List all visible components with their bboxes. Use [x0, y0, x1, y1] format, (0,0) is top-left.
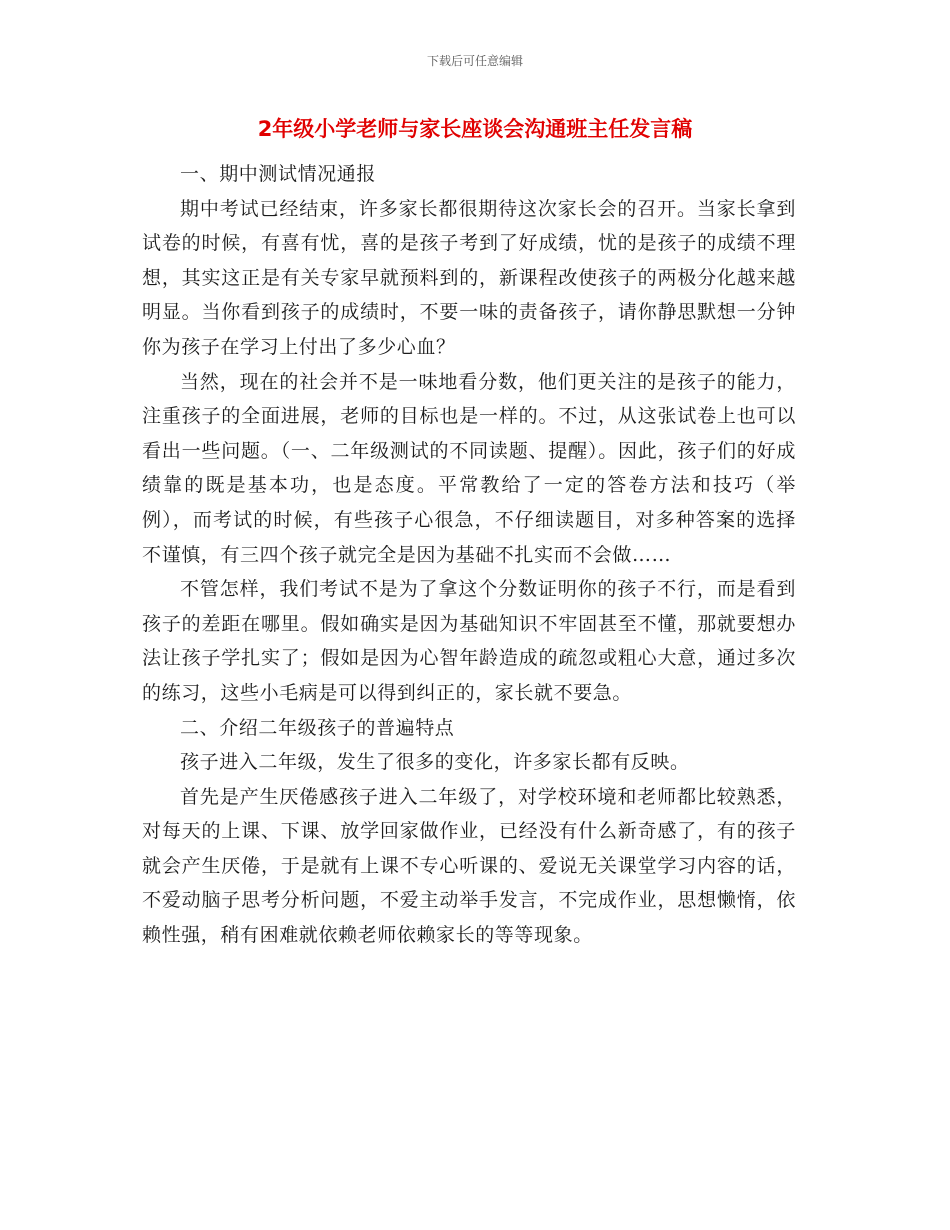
document-title: 2年级小学老师与家长座谈会沟通班主任发言稿: [257, 117, 693, 141]
paragraph: 期中考试已经结束，许多家长都很期待这次家长会的召开。当家长拿到试卷的时候，有喜有忧，喜的是孩子考到了好成绩，忧的是孩子的成绩不理想，其实这正是有关专家早就预料到的，新课程改使孩子的两极分化越来越明显。当你看到孩子的成绩时，不要一味的责备孩子，请你静思默想一分钟你为孩子在学习上付出了多少心血？: [142, 197, 796, 358]
header-note: 下载后可任意编辑: [426, 54, 523, 68]
paragraph: 首先是产生厌倦感孩子进入二年级了，对学校环境和老师都比较熟悉，对每天的上课、下课、放学回家做作业，已经没有什么新奇感了，有的孩子就会产生厌倦，于是就有上课不专心听课的、爱说无关课堂学习内容的话，不爱动脑子思考分析问题，不爱主动举手发言，不完成作业，思想懒惰，依赖性强，稍有困难就依赖老师依赖家长的等等现象。: [142, 785, 796, 947]
paragraph: 孩子进入二年级，发生了很多的变化，许多家长都有反映。: [180, 751, 690, 774]
section-heading-characteristics: 二、介绍二年级孩子的普遍特点: [180, 716, 455, 739]
paragraph: 当然，现在的社会并不是一味地看分数，他们更关注的是孩子的能力，注重孩子的全面进展，老师的目标也是一样的。不过，从这张试卷上也可以看出一些问题。（一、二年级测试的不同读题、提醒）。因此，孩子们的好成绩靠的既是基本功，也是态度。平常教给了一定的答卷方法和技巧（举例），而考试的时候，有些孩子心很急，不仔细读题目，对多种答案的选择不谨慎，有三四个孩子就完全是因为基础不扎实而不会做……: [142, 370, 796, 566]
document-body: [142, 157, 796, 953]
section-heading-midterm: 一、期中测试情况通报: [180, 163, 377, 185]
paragraph: 不管怎样，我们考试不是为了拿这个分数证明你的孩子不行，而是看到孩子的差距在哪里。假如确实是因为基础知识不牢固甚至不懂，那就要想办法让孩子学扎实了；假如是因为心智年龄造成的疏忽或粗心大意，通过多次的练习，这些小毛病是可以得到纠正的，家长就不要急。: [142, 578, 796, 704]
